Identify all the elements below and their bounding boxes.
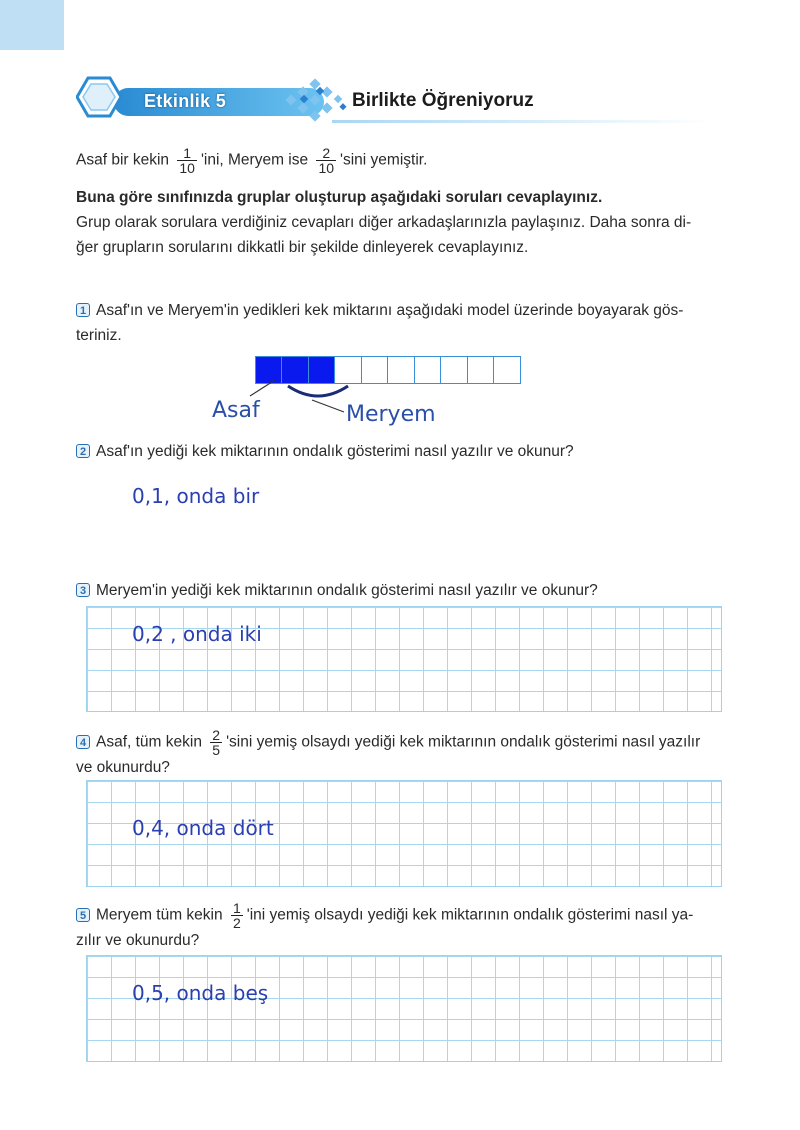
question-number-badge: 3	[76, 583, 90, 597]
label-meryem: Meryem	[346, 402, 436, 427]
fraction-one-tenth	[177, 146, 197, 175]
fraction-numerator: 1	[177, 146, 197, 161]
fraction-denominator: 2	[232, 915, 241, 931]
fraction-denominator: 10	[179, 160, 195, 176]
diamond-pattern-icon	[277, 76, 357, 126]
answer-3: 0,2 , onda iki	[132, 622, 262, 646]
fraction-numerator: 1	[232, 900, 241, 916]
question-4-text-1: Asaf, tüm kekin	[96, 733, 202, 751]
question-3-text: Meryem'in yediği kek miktarının ondalık gösterimi nasıl yazılır ve okunur?	[96, 582, 598, 599]
question-2	[76, 439, 574, 464]
section-title: Birlikte Öğreniyoruz	[352, 90, 534, 111]
fraction-two-tenths	[316, 146, 336, 175]
activity-label: Etkinlik 5	[144, 91, 227, 111]
model-cell-empty	[493, 356, 521, 384]
question-1-line-1: Asaf'ın ve Meryem'in yedikleri kek miktarını aşağıdaki model üzerinde boyayarak gös-	[96, 302, 684, 319]
question-number-badge: 4	[76, 735, 90, 749]
question-3	[76, 578, 598, 603]
model-cell-empty	[440, 356, 468, 384]
answer-5: 0,5, onda beş	[132, 981, 269, 1005]
fraction-numerator: 2	[316, 146, 336, 161]
question-4	[76, 728, 700, 757]
intro-text-2: 'ini, Meryem ise	[200, 151, 309, 169]
hexagon-icon	[76, 76, 122, 118]
question-number-badge: 5	[76, 908, 90, 922]
answer-grid-5	[86, 955, 722, 1062]
instruction-line-3: ğer grupların sorularını dikkatli bir şekilde dinleyerek cevaplayınız.	[76, 239, 529, 256]
question-4-text-2: 'sini yemiş olsaydı yediği kek miktarının ondalık gösterimi nasıl yazılır	[226, 733, 701, 751]
header-underline	[332, 120, 712, 123]
question-2-text: Asaf'ın yediği kek miktarının ondalık gösterimi nasıl yazılır ve okunur?	[96, 443, 574, 460]
corner-tab	[0, 0, 64, 50]
instruction-bold: Buna göre sınıfınızda gruplar oluşturup aşağıdaki soruları cevaplayınız.	[76, 189, 603, 206]
model-cell-empty	[467, 356, 495, 384]
model-cell-empty	[414, 356, 442, 384]
intro-text-3: 'sini yemiştir.	[340, 151, 428, 169]
question-1	[76, 298, 683, 323]
intro-line	[76, 146, 427, 175]
model-cell-empty	[387, 356, 415, 384]
question-number-badge: 2	[76, 444, 90, 458]
question-5-text-2: 'ini yemiş olsaydı yediği kek miktarının ondalık gösterimi nasıl ya-	[246, 906, 694, 924]
question-1-line-2: teriniz.	[76, 327, 122, 344]
question-number-badge: 1	[76, 303, 90, 317]
activity-header	[72, 70, 732, 134]
intro-text-1: Asaf bir kekin	[76, 151, 170, 169]
question-5-line-2: zılır ve okunurdu?	[76, 932, 200, 949]
fraction-numerator: 2	[212, 727, 221, 743]
fraction-two-fifths	[210, 728, 222, 757]
question-5	[76, 901, 693, 930]
question-4-line-2: ve okunurdu?	[76, 759, 170, 776]
answer-4: 0,4, onda dört	[132, 816, 274, 840]
label-asaf: Asaf	[212, 398, 260, 423]
fraction-denominator: 5	[212, 742, 221, 758]
fraction-denominator: 10	[318, 160, 335, 176]
question-5-text-1: Meryem tüm kekin	[96, 906, 223, 924]
instruction-line-2: Grup olarak sorulara verdiğiniz cevapları diğer arkadaşlarınızla paylaşınız. Daha sonra di-	[76, 214, 692, 231]
fraction-one-half	[231, 901, 243, 930]
answer-2: 0,1, onda bir	[132, 484, 260, 508]
